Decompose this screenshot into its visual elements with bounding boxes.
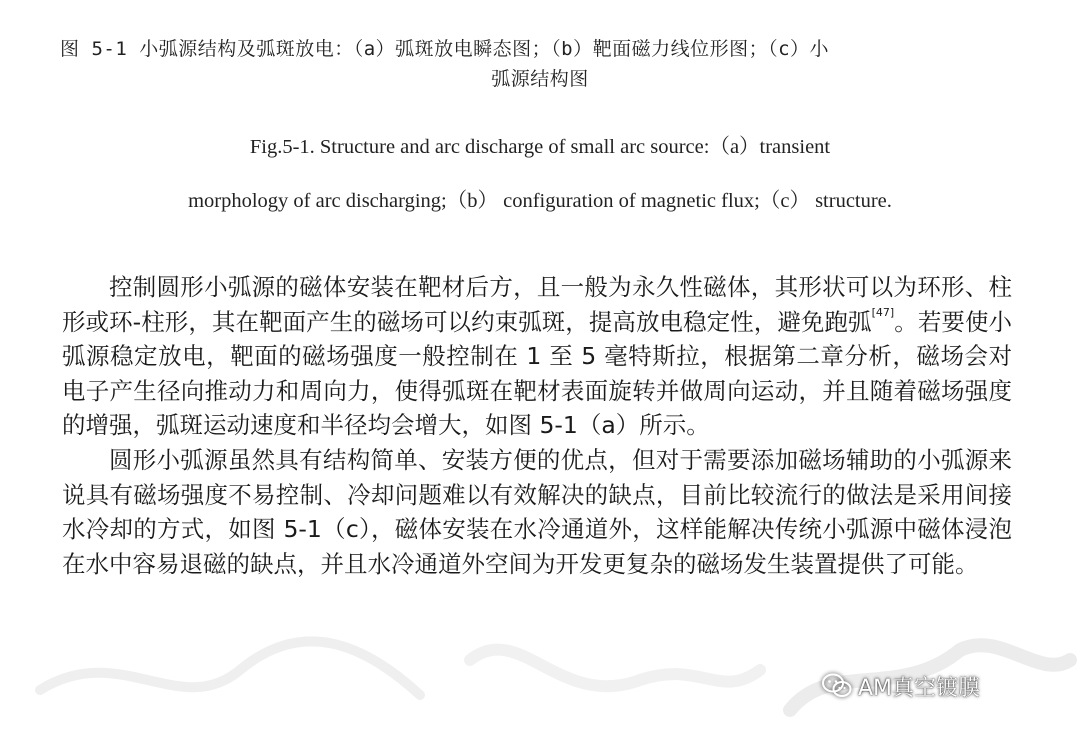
- paragraph-2: 圆形小弧源虽然具有结构简单、安装方便的优点，但对于需要添加磁场辅助的小弧源来说具有磁场强度不易控制、冷却问题难以有效解决的缺点，目前比较流行的做法是采用间接水冷却的方式，如图 5-1（c），磁体安装在水冷通道外，这样能解决传统小弧源中磁体浸泡在水中容易退磁的缺点，并且水冷通道外空间为开发更复杂的磁场发生装置提供了可能。: [62, 445, 1012, 578]
- source-watermark: [822, 668, 980, 704]
- paragraph-1: [62, 270, 1012, 443]
- paragraph-1-part2: 。若要使小弧源稳定放电，靶面的磁场强度一般控制在 1 至 5 毫特斯拉，根据第二章分析，磁场会对电子产生径向推动力和周向力，使得弧斑在靶材表面旋转并做周向运动，并且随着磁场强度的增强，弧斑运动速度和半径均会增大，如图 5-1（a）所示。: [62, 307, 1013, 440]
- caption-en-line2: morphology of arc discharging;（b） configuration of magnetic flux;（c） structure.: [188, 190, 892, 212]
- paragraph-1-part1: 控制圆形小弧源的磁体安装在靶材后方，且一般为永久性磁体，其形状可以为环形、柱形或环-柱形，其在靶面产生的磁场可以约束弧斑，提高放电稳定性，避免跑弧: [62, 273, 1012, 336]
- figure-caption-english: [60, 120, 1020, 228]
- figure-caption-chinese: [60, 34, 1020, 94]
- watermark-text: AM真空镀膜: [858, 675, 981, 701]
- citation-47: [47]: [871, 305, 895, 319]
- body-text: [62, 270, 1012, 581]
- caption-en-line1: Fig.5-1. Structure and arc discharge of small arc source:（a）transient: [249, 136, 831, 158]
- caption-cn-line1: 图 5-1 小弧源结构及弧斑放电：（a）弧斑放电瞬态图；（b）靶面磁力线位形图；（c）小: [60, 38, 830, 60]
- background-calligraphy-watermark: [0, 600, 1080, 734]
- caption-cn-line2: 弧源结构图: [491, 68, 589, 90]
- wechat-icon: [822, 673, 852, 699]
